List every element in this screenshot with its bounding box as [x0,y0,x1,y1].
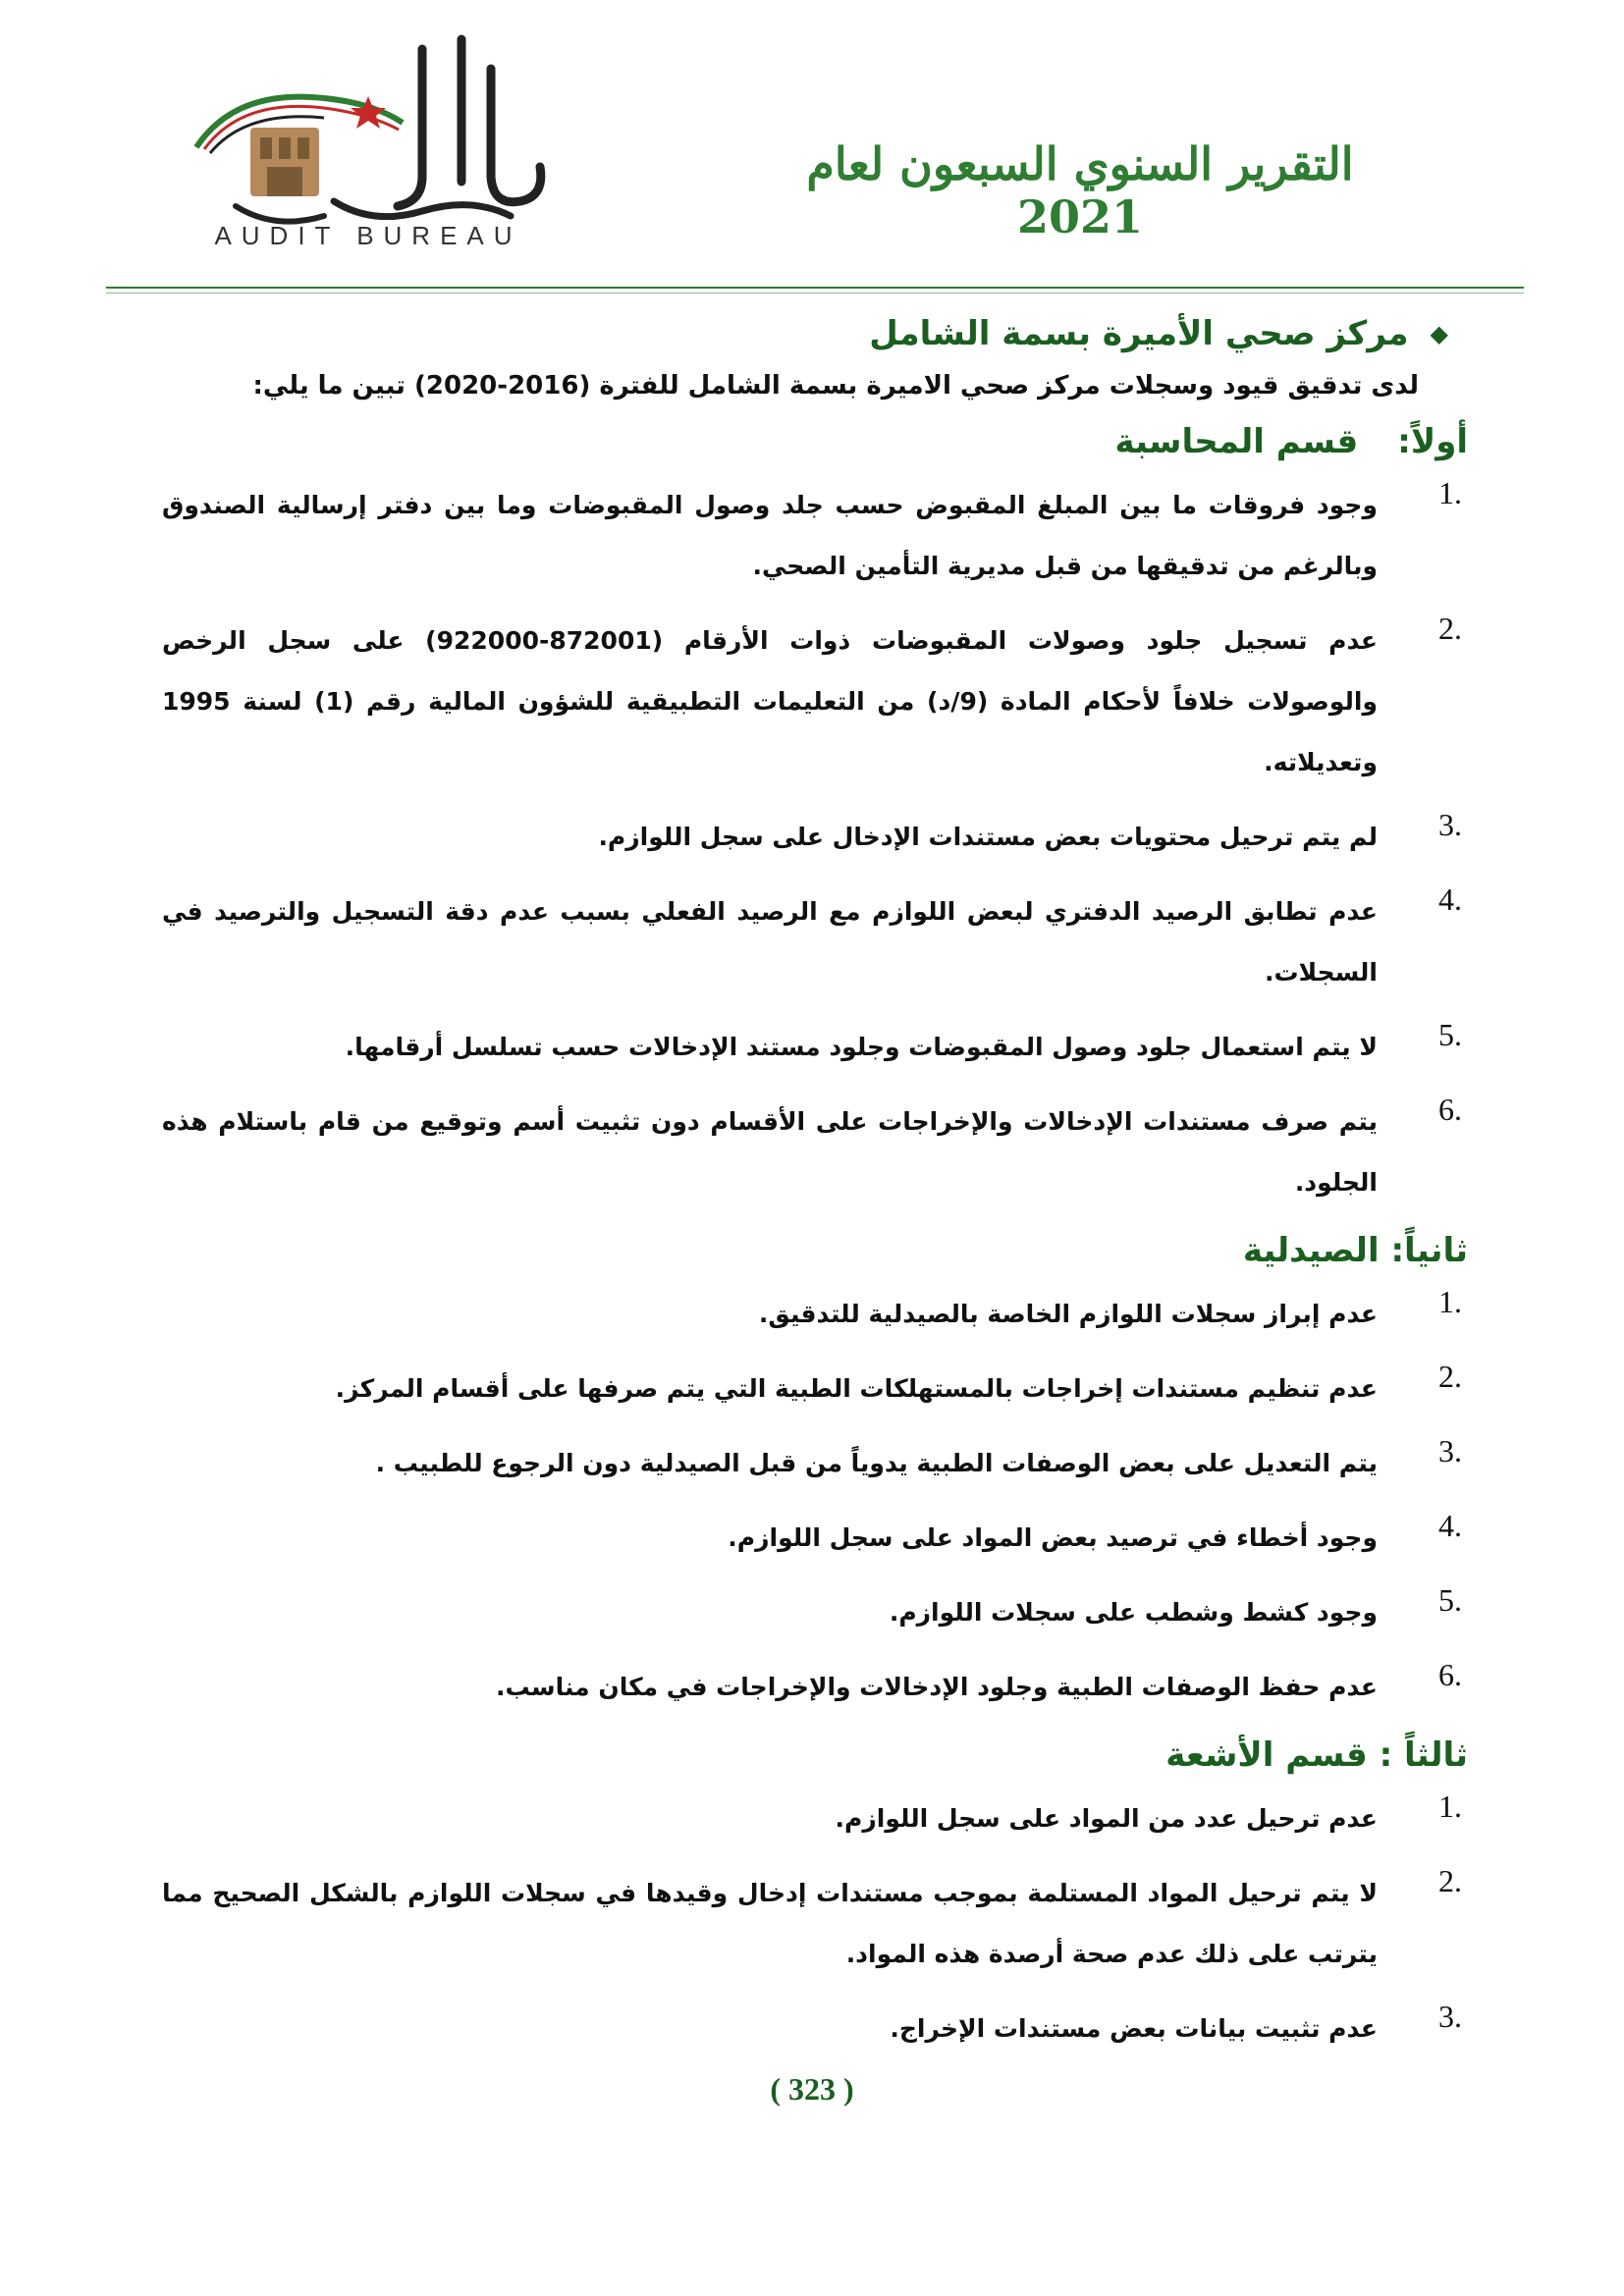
item-text: يتم التعديل على بعض الوصفات الطبية يدوياً من قبل الصيدلية دون الرجوع للطبيب . [375,1449,1378,1477]
subsection-heading-accounting [162,422,1468,461]
header-divider [106,287,1524,289]
item-text: يتم صرف مستندات الإدخالات والإخراجات على الأقسام دون تثبيت أسم وتوقيع من قام باستلام هذه الجلود. [162,1107,1378,1197]
item-text: عدم حفظ الوصفات الطبية وجلود الإدخالات والإخراجات في مكان مناسب. [496,1673,1378,1701]
item-text: لا يتم استعمال جلود وصول المقبوضات وجلود مستند الإدخالات حسب تسلسل أرقامها. [345,1033,1378,1061]
item-number: 2. [1438,1359,1462,1394]
header-divider-thin [106,293,1524,294]
item-number: 1. [1438,1284,1462,1319]
pharmacy-findings-list [162,1284,1468,1718]
item-number: 2. [1438,1863,1462,1898]
list-item [162,881,1468,1003]
accounting-findings-list [162,475,1468,1213]
item-number: 6. [1438,1657,1462,1692]
item-number: 5. [1438,1017,1462,1052]
subsection-title: الصيدلية [1242,1231,1380,1270]
list-item [162,1359,1468,1419]
subsection-heading-pharmacy [162,1231,1468,1270]
item-text: عدم تسجيل جلود وصولات المقبوضات ذوات الأرقام (872001-922000) على سجل الرخص والوصولات خلافاً لأحكام المادة (9/د) من التعليمات التطبيقية للشؤون المالية رقم (1) لسنة 1995 وتعديلاته. [162,626,1378,776]
diamond-icon: ◆ [1430,320,1448,347]
item-text: عدم تنظيم مستندات إخراجات بالمستهلكات الطبية التي يتم صرفها على أقسام المركز. [335,1374,1378,1403]
list-item [162,1433,1468,1494]
item-text: وجود أخطاء في ترصيد بعض المواد على سجل اللوازم. [728,1523,1378,1552]
section-title: مركز صحي الأميرة بسمة الشامل [869,314,1409,353]
item-text: لم يتم ترحيل محتويات بعض مستندات الإدخال على سجل اللوازم. [598,823,1378,851]
subsection-heading-radiology [162,1735,1468,1775]
item-text: عدم إبراز سجلات اللوازم الخاصة بالصيدلية للتدقيق. [758,1300,1378,1328]
subsection-ordinal: ثانياً: [1390,1231,1468,1270]
item-number: 1. [1438,475,1462,510]
item-text: عدم ترحيل عدد من المواد على سجل اللوازم. [835,1804,1378,1833]
list-item [162,1999,1468,2059]
report-title: التقرير السنوي السبعون لعام 2021 [806,137,1354,243]
section-intro: لدى تدقيق قيود وسجلات مركز صحي الاميرة بسمة الشامل للفترة (2016-2020) تبين ما يلي: [252,371,1419,400]
list-item [162,611,1468,793]
subsection-ordinal: أولاً: [1397,422,1468,461]
subsection-title: قسم الأشعة [1165,1735,1368,1775]
item-number: 2. [1438,611,1462,646]
item-number: 3. [1438,1433,1462,1468]
list-item [162,1582,1468,1643]
item-text: عدم تثبيت بيانات بعض مستندات الإخراج. [890,2014,1378,2043]
item-text: لا يتم ترحيل المواد المستلمة بموجب مستندات إدخال وقيدها في سجلات اللوازم بالشكل الصحيح مما يترتب على ذلك عدم صحة أرصدة هذه المواد. [162,1879,1378,1968]
page-number: ( 323 ) [770,2071,854,2107]
item-number: 1. [1438,1789,1462,1824]
subsection-ordinal: ثالثاً : [1379,1735,1468,1775]
list-item [162,1508,1468,1569]
list-item [162,1657,1468,1718]
document-body [162,314,1468,2073]
list-item [162,1863,1468,1985]
item-text: عدم تطابق الرصيد الدفتري لبعض اللوازم مع الرصيد الفعلي بسبب عدم دقة التسجيل والترصيد في السجلات. [162,897,1378,987]
logo-emblem-icon [177,29,560,245]
list-item [162,1017,1468,1078]
list-item [162,475,1468,597]
item-number: 4. [1438,881,1462,917]
logo-english-text: AUDIT BUREAU [214,221,522,250]
item-number: 3. [1438,1999,1462,2034]
item-text: وجود كشط وشطب على سجلات اللوازم. [889,1598,1378,1627]
item-number: 3. [1438,807,1462,842]
list-item [162,1284,1468,1345]
item-text: وجود فروقات ما بين المبلغ المقبوض حسب جلد وصول المقبوضات وما بين دفتر إرسالية الصندوق وبالرغم من تدقيقها من قبل مديرية التأمين الصحي. [162,491,1378,580]
subsection-title: قسم المحاسبة [1114,422,1359,461]
item-number: 5. [1438,1582,1462,1618]
item-number: 4. [1438,1508,1462,1543]
section-heading [162,314,1468,353]
list-item [162,1092,1468,1213]
radiology-findings-list [162,1789,1468,2059]
item-number: 6. [1438,1092,1462,1127]
list-item [162,1789,1468,1849]
list-item [162,807,1468,868]
